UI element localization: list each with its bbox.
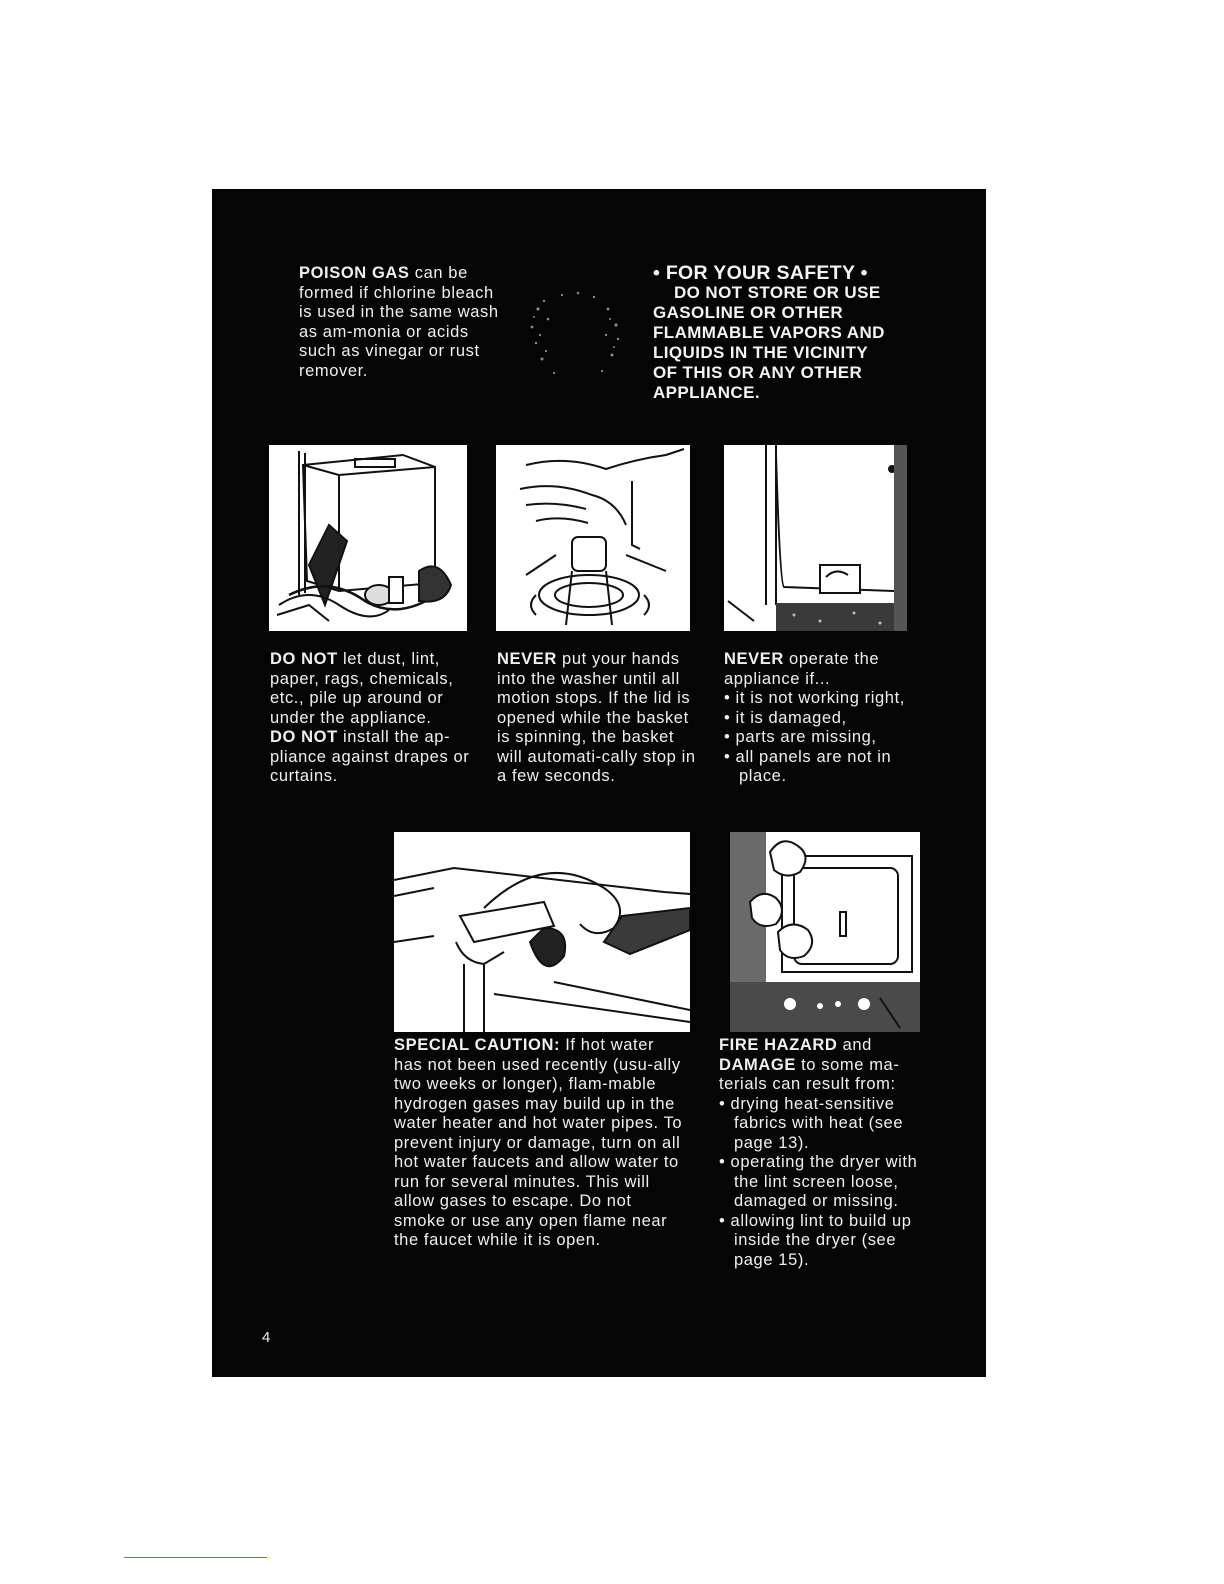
hands-washer-body: put your hands into the washer until all motion stops. If the lid is opened while the basket is spinning, the basket will automati-cally stop in a few seconds. bbox=[497, 650, 696, 785]
appliance-front-illustration bbox=[724, 445, 907, 631]
smoking-dryer-illustration bbox=[730, 832, 920, 1032]
fire-hazard-text bbox=[719, 1036, 934, 1270]
dust-lint-body: let dust, lint, paper, rags, chemicals, etc., pile up around or under the appliance. bbox=[270, 650, 454, 727]
do-not-lead-2: DO NOT bbox=[270, 728, 338, 746]
safety-line-1: DO NOT STORE OR USE bbox=[674, 283, 881, 302]
safety-line-5: OF THIS OR ANY OTHER bbox=[653, 363, 863, 382]
poison-gas-text bbox=[299, 264, 499, 381]
do-not-lead-1: DO NOT bbox=[270, 650, 338, 668]
fumes-graphic bbox=[518, 279, 634, 395]
poison-gas-lead: POISON GAS bbox=[299, 264, 410, 282]
fire-hazard-body: to some ma-terials can result from: bbox=[719, 1055, 900, 1093]
hands-basket-illustration bbox=[496, 445, 690, 631]
page-number: 4 bbox=[262, 1329, 271, 1346]
damage-lead: DAMAGE bbox=[719, 1055, 796, 1074]
fire-bullet-3: • allowing lint to build up inside the dryer (see page 15). bbox=[719, 1211, 912, 1269]
special-caution-text bbox=[394, 1036, 686, 1251]
special-caution-lead: SPECIAL CAUTION: bbox=[394, 1036, 561, 1054]
safety-line-2: GASOLINE OR OTHER bbox=[653, 303, 844, 322]
fire-bullet-2: • operating the dryer with the lint screen loose, damaged or missing. bbox=[719, 1153, 918, 1210]
dust-lint-text bbox=[270, 650, 486, 787]
drapes-body: install the ap-pliance against drapes or curtains. bbox=[270, 728, 470, 785]
never-operate-text bbox=[724, 650, 929, 787]
safety-warning bbox=[653, 263, 973, 403]
never-lead-operate: NEVER bbox=[724, 650, 784, 668]
safety-panel bbox=[212, 189, 986, 1377]
safety-line-4: LIQUIDS IN THE VICINITY bbox=[653, 343, 869, 362]
poison-gas-body: can be formed if chlorine bleach is used in the same wash as am-monia or acids such as vinegar or rust remover. bbox=[299, 264, 499, 380]
never-operate-body: operate the appliance if... bbox=[724, 650, 880, 688]
safety-line-3: FLAMMABLE VAPORS AND bbox=[653, 323, 885, 342]
safety-heading: • FOR YOUR SAFETY • bbox=[653, 262, 868, 284]
operate-bullet-3: • parts are missing, bbox=[724, 728, 877, 746]
fire-hazard-and: and bbox=[837, 1036, 872, 1054]
operate-bullet-1: • it is not working right, bbox=[724, 689, 905, 707]
special-caution-body: If hot water has not been used recently (usu-ally two weeks or longer), flam-mable hydrogen gases may build up in the water heater and hot water pipes. To prevent injury or damage, turn on all hot water faucets and allow water to run for several minutes. This will allow gases to escape. Do not smoke or use any open flame near the faucet while it is open. bbox=[394, 1036, 683, 1249]
footnote-separator bbox=[124, 1557, 267, 1558]
operate-bullet-2: • it is damaged, bbox=[724, 708, 847, 727]
never-lead-hands: NEVER bbox=[497, 650, 557, 668]
clutter-illustration bbox=[269, 445, 467, 631]
fire-hazard-lead: FIRE HAZARD bbox=[719, 1036, 838, 1054]
faucet-illustration bbox=[394, 832, 690, 1032]
fire-bullet-1: • drying heat-sensitive fabrics with heat (see page 13). bbox=[719, 1094, 904, 1152]
operate-bullet-4: • all panels are not in place. bbox=[724, 747, 892, 785]
safety-line-6: APPLIANCE. bbox=[653, 383, 760, 402]
hands-washer-text bbox=[497, 650, 697, 787]
